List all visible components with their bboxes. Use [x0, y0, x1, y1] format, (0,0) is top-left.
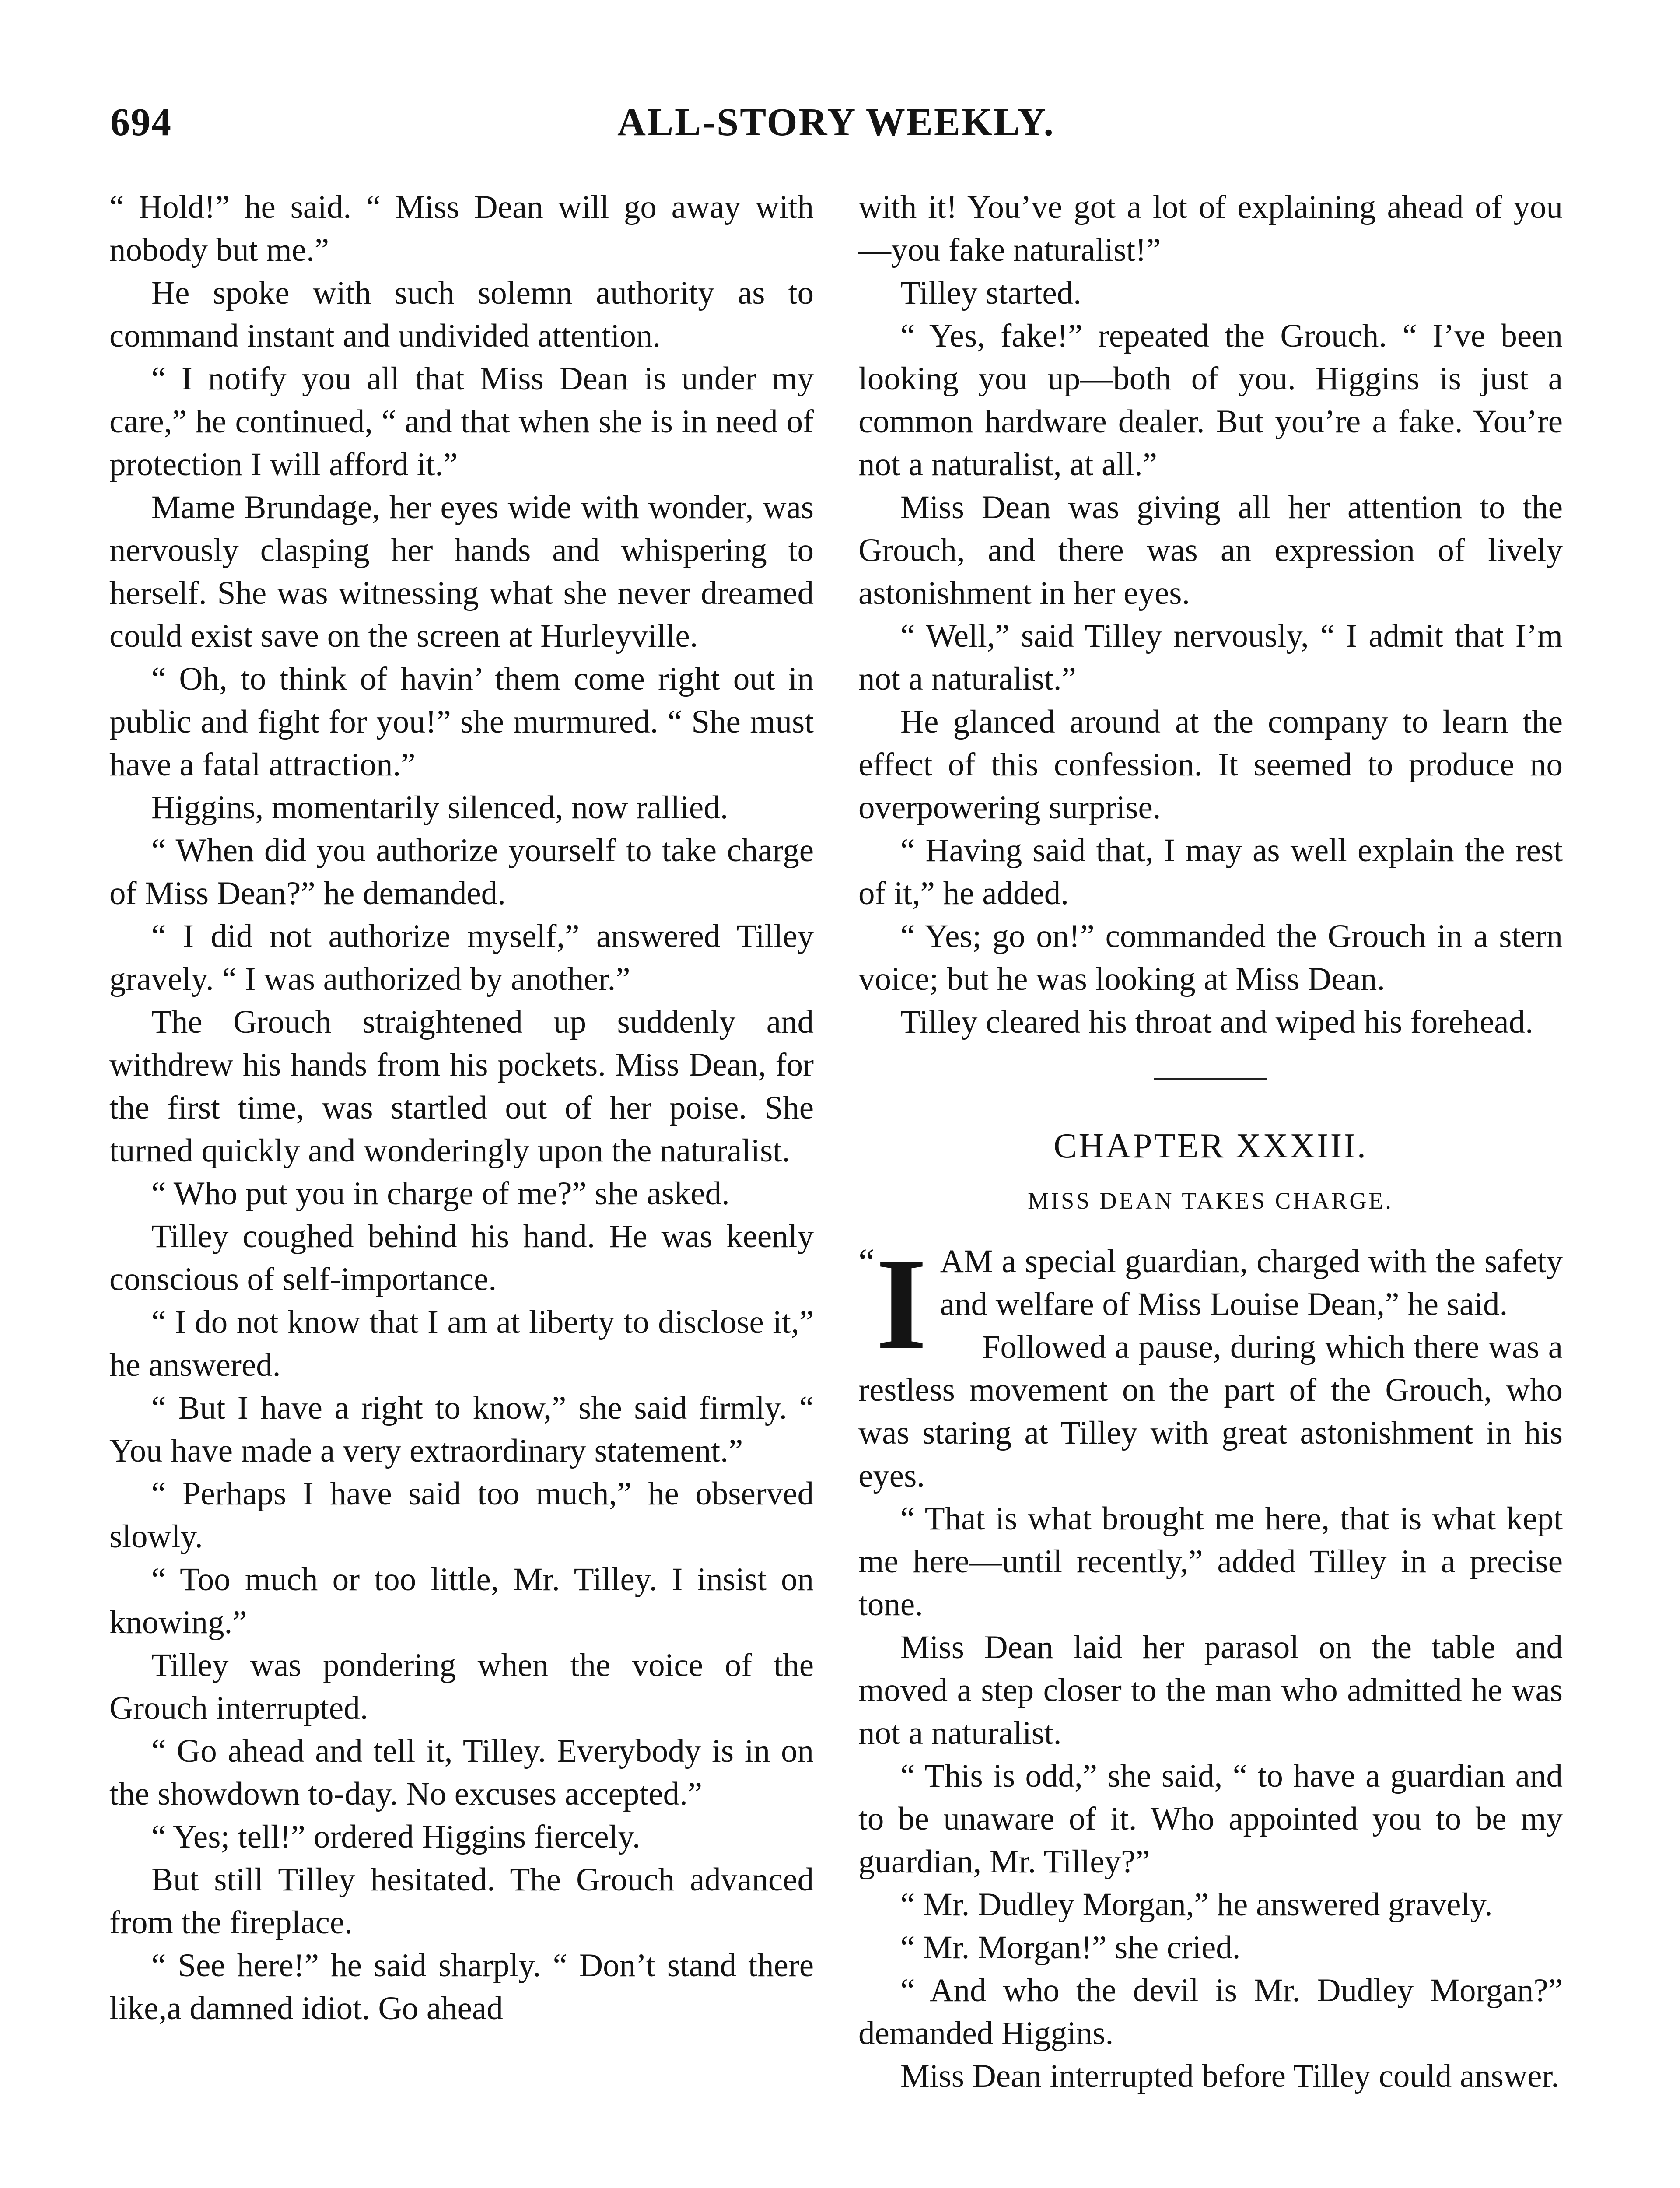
paragraph: But still Tilley hesitated. The Grouch advanced from the fireplace. — [109, 1862, 814, 1941]
paragraph: Followed a pause, during which there was a restless movement on the part of the Grouch, who was staring at Tilley with great astonishment in his eyes. — [858, 1329, 1563, 1494]
paragraph: “ This is odd,” she said, “ to have a guardian and to be unaware of it. Who appointed you to be my guardian, Mr. Tilley?” — [858, 1758, 1563, 1880]
page-header — [110, 100, 1562, 152]
right-column — [858, 186, 1563, 2098]
paragraph: “ Yes; go on!” commanded the Grouch in a stern voice; but he was looking at Miss Dean. — [858, 918, 1563, 997]
paragraph: The Grouch straightened up suddenly and withdrew his hands from his pockets. Miss Dean, for the first time, was startled out of her poise. She turned quickly and wonderingly upon the naturalist. — [109, 1004, 814, 1169]
paragraph: Mame Brundage, her eyes wide with wonder, was nervously clasping her hands and whispering to herself. She was witnessing what she never dreamed could exist save on the screen at Hurleyville. — [109, 489, 814, 654]
paragraph: “ And who the devil is Mr. Dudley Morgan?” demanded Higgins. — [858, 1972, 1563, 2051]
paragraph: “ That is what brought me here, that is what kept me here—until recently,” added Tilley in a precise tone. — [858, 1501, 1563, 1623]
chapter-opening-paragraph — [858, 1231, 1563, 1376]
section-divider — [1154, 1078, 1267, 1080]
opening-text: AM a special guardian, charged with the safety and welfare of Miss Louise Dean,” he said. — [940, 1243, 1563, 1322]
paragraph: Tilley was pondering when the voice of the Grouch interrupted. — [109, 1647, 814, 1726]
paragraph: “ I did not authorize myself,” answered Tilley gravely. “ I was authorized by another.” — [109, 918, 814, 997]
paragraph: Miss Dean interrupted before Tilley could answer. — [900, 2058, 1559, 2094]
paragraph: “ Go ahead and tell it, Tilley. Everybody is in on the showdown to-day. No excuses accepted.” — [109, 1733, 814, 1812]
paragraph: “ Yes, fake!” repeated the Grouch. “ I’ve been looking you up—both of you. Higgins is just a common hardware dealer. But you’re a fake. You’re not a naturalist, at all.” — [858, 318, 1563, 483]
paragraph: “ Perhaps I have said too much,” he observed slowly. — [109, 1476, 814, 1555]
paragraph: “ Having said that, I may as well explain the rest of it,” he added. — [858, 832, 1563, 912]
paragraph: “ Mr. Dudley Morgan,” he answered gravely. — [900, 1886, 1493, 1923]
paragraph: “ Who put you in charge of me?” she asked. — [151, 1175, 730, 1212]
paragraph: “ Oh, to think of havin’ them come right out in public and fight for you!” she murmured. “ She must have a fatal attraction.” — [109, 661, 814, 783]
paragraph: “ I do not know that I am at liberty to disclose it,” he answered. — [109, 1304, 814, 1383]
paragraph: Tilley coughed behind his hand. He was keenly conscious of self-importance. — [109, 1218, 814, 1297]
chapter-title: CHAPTER XXXIII. — [1054, 1127, 1368, 1165]
chapter-subtitle: MISS DEAN TAKES CHARGE. — [1028, 1188, 1393, 1214]
paragraph: “ I notify you all that Miss Dean is under my care,” he continued, “ and that when she is in need of protection I will afford it.” — [109, 361, 814, 483]
paragraph: “ Yes; tell!” ordered Higgins fiercely. — [151, 1819, 640, 1855]
paragraph: He spoke with such solemn authority as to command instant and undivided attention. — [109, 275, 814, 354]
paragraph: He glanced around at the company to learn the effect of this confession. It seemed to produce no overpowering surprise. — [858, 704, 1563, 826]
paragraph: “ Too much or too little, Mr. Tilley. I insist on knowing.” — [109, 1561, 814, 1641]
drop-cap: I — [876, 1231, 927, 1376]
paragraph: Tilley cleared his throat and wiped his forehead. — [900, 1004, 1533, 1040]
paragraph: “ When did you authorize yourself to take charge of Miss Dean?” he demanded. — [109, 832, 814, 912]
paragraph: with it! You’ve got a lot of explaining ahead of you—you fake naturalist!” — [858, 189, 1563, 268]
running-title: ALL-STORY WEEKLY. — [617, 101, 1055, 144]
left-column — [109, 186, 814, 2030]
opening-quote-mark: “ — [858, 1241, 875, 1282]
paragraph: Tilley started. — [900, 275, 1082, 311]
paragraph: “ See here!” he said sharply. “ Don’t stand there like,a damned idiot. Go ahead — [109, 1947, 814, 2027]
paragraph: “ Well,” said Tilley nervously, “ I admit that I’m not a naturalist.” — [858, 618, 1563, 697]
paragraph: “ But I have a right to know,” she said firmly. “ You have made a very extraordinary statement.” — [109, 1390, 814, 1469]
page-number: 694 — [110, 101, 172, 144]
paragraph: “ Mr. Morgan!” she cried. — [900, 1929, 1241, 1966]
paragraph: Miss Dean laid her parasol on the table and moved a step closer to the man who admitted he was not a naturalist. — [858, 1629, 1563, 1751]
paragraph: Higgins, momentarily silenced, now rallied. — [151, 789, 728, 826]
paragraph: Miss Dean was giving all her attention to the Grouch, and there was an expression of lively astonishment in her eyes. — [858, 489, 1563, 611]
paragraph: “ Hold!” he said. “ Miss Dean will go away with nobody but me.” — [109, 189, 814, 268]
